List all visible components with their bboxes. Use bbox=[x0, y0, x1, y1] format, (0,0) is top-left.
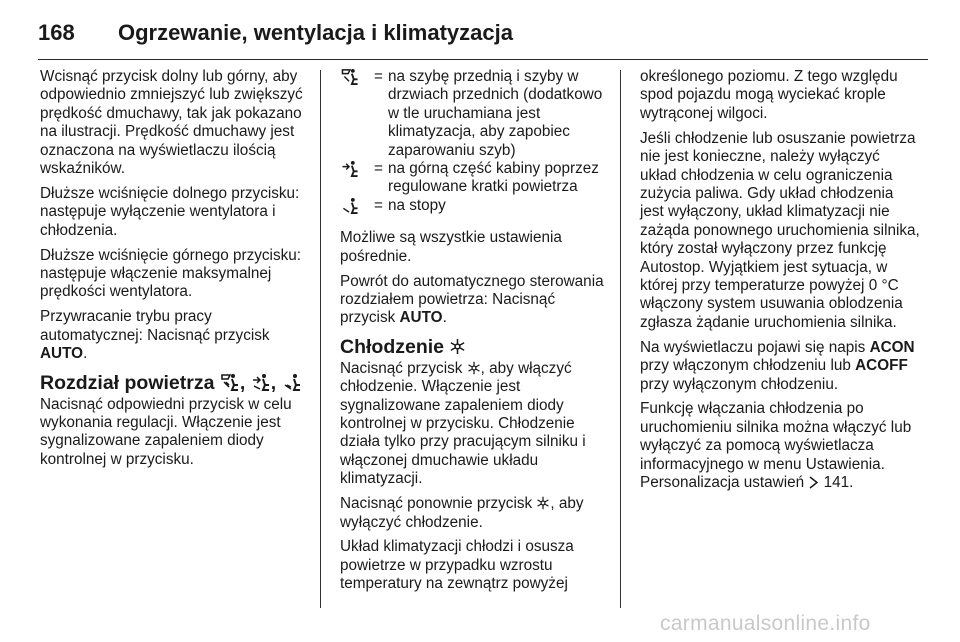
text: Nacisnąć ponownie przycisk bbox=[340, 495, 533, 513]
column-divider bbox=[320, 70, 321, 608]
list-item bbox=[340, 160, 610, 197]
definition-text: na szybę przednią i szyby w drzwiach przednich (dodatkowo w tle uruchamiana jest klimatyzacja, aby zapobiec zaparowaniu szyb) bbox=[388, 68, 603, 159]
paragraph: Nacisnąć odpowiedni przycisk w celu wykonania regulacji. Włączenie jest sygnalizowane zapaleniem diody kontrolnej w przycisku. bbox=[40, 395, 292, 468]
text: . bbox=[83, 345, 88, 363]
paragraph: Dłuższe wciśnięcie górnego przycisku: następuje włączenie maksymalnej prędkości wentylatora. bbox=[40, 246, 302, 301]
paragraph bbox=[340, 360, 610, 489]
paragraph: Możliwe są wszystkie ustawienia pośrednie. bbox=[340, 229, 562, 265]
equals-sign: = bbox=[374, 68, 383, 85]
text: Przywracanie trybu pracy automatycznej: Nacisnąć przycisk bbox=[40, 308, 270, 344]
page-reference-link[interactable]: 141. bbox=[823, 474, 854, 492]
snowflake-icon bbox=[449, 338, 466, 355]
page-header bbox=[38, 14, 928, 54]
arrow-ref-icon[interactable] bbox=[808, 476, 819, 489]
list-item bbox=[340, 197, 610, 217]
separator: , bbox=[270, 371, 277, 394]
text: , aby włączyć chłodzenie. Włączenie jest sygnalizowane zapaleniem diody kontrolnej w przycisku. Chłodzenie działa tylko przy pracującym silniku i włączonej dmuchawie układu klimatyzacji. bbox=[340, 359, 586, 488]
acoff-label: ACOFF bbox=[855, 357, 908, 375]
acon-label: ACON bbox=[869, 338, 915, 356]
equals-sign: = bbox=[374, 160, 383, 178]
text: przy wyłączonym chłodzeniu. bbox=[640, 375, 839, 393]
section-heading-cooling bbox=[340, 336, 610, 358]
separator: , bbox=[239, 371, 246, 394]
column-2 bbox=[340, 68, 610, 600]
watermark: carmanualsonline.info bbox=[660, 612, 871, 635]
snowflake-icon bbox=[467, 361, 481, 375]
upper-body-feet-icon bbox=[340, 160, 360, 177]
header-rule bbox=[38, 59, 928, 60]
column-divider bbox=[620, 70, 621, 608]
paragraph: Jeśli chłodzenie lub osuszanie powietrza nie jest konieczne, należy wyłączyć układ chłodzenia w celu ograniczenia zużycia paliwa. Gdy układ chłodzenia jest wyłączony, układ klimatyzacji nie zażąda ponownego uruchomienia silnika, który został wyłączony przez funkcję Autostop. Wyjątkiem jest sytuacja, w której przy temperaturze powyżej 0 °C włączony system usuwania oblodzenia zgłasza żądanie uruchomienia silnika. bbox=[640, 129, 920, 331]
auto-label: AUTO bbox=[399, 309, 443, 327]
text: . bbox=[442, 309, 447, 327]
text: Na wyświetlaczu pojawi się napis bbox=[640, 338, 866, 356]
upper-body-feet-icon bbox=[251, 373, 271, 391]
auto-label: AUTO bbox=[40, 345, 84, 363]
column-1 bbox=[40, 68, 308, 476]
section-heading-air-distribution bbox=[40, 372, 308, 394]
paragraph bbox=[40, 308, 308, 363]
paragraph bbox=[640, 339, 920, 394]
paragraph: Wcisnąć przycisk dolny lub górny, aby odpowiednio zmniejszyć lub zwiększyć prędkość dmuchawy, tak jak pokazano na ilustracji. Prędkość dmuchawy jest oznaczona na wyświetlaczu ilością wskaźników. bbox=[40, 68, 303, 178]
heading-text: Chłodzenie bbox=[340, 335, 445, 358]
snowflake-icon bbox=[536, 496, 550, 510]
feet-icon bbox=[282, 373, 302, 391]
feet-icon bbox=[340, 197, 360, 214]
paragraph: określonego poziomu. Z tego względu spod pojazdu mogą wyciekać krople wytrąconej wilgoci. bbox=[640, 68, 898, 122]
definition-text: na górną część kabiny poprzez regulowane kratki powietrza bbox=[388, 160, 599, 196]
windshield-feet-icon bbox=[340, 68, 360, 85]
text: Funkcję włączania chłodzenia po uruchomieniu silnika można włączyć lub wyłączyć za pomocą wyświetlacza informacyjnego w menu Ustawienia. Personalizacja ustawień bbox=[640, 400, 912, 492]
page-title: Ogrzewanie, wentylacja i klimatyzacja bbox=[118, 20, 513, 45]
text: Nacisnąć przycisk bbox=[340, 359, 463, 377]
heading-text: Rozdział powietrza bbox=[40, 371, 215, 394]
page-number: 168 bbox=[38, 20, 75, 45]
equals-sign: = bbox=[374, 196, 383, 214]
paragraph: Układ klimatyzacji chłodzi i osusza powietrze w przypadku wzrostu temperatury na zewnątrz powyżej bbox=[340, 538, 574, 593]
text: przy włączonym chłodzeniu lub bbox=[640, 357, 851, 375]
column-3 bbox=[640, 68, 920, 499]
text: Powrót do automatycznego sterowania rozdziałem powietrza: Nacisnąć przycisk bbox=[340, 272, 604, 327]
text: , aby wyłączyć chłodzenie. bbox=[340, 495, 584, 531]
paragraph bbox=[340, 495, 610, 532]
paragraph bbox=[340, 273, 610, 328]
air-distribution-list bbox=[340, 68, 610, 217]
paragraph bbox=[640, 400, 920, 492]
definition-text: na stopy bbox=[388, 196, 446, 214]
paragraph: Dłuższe wciśnięcie dolnego przycisku: następuje wyłączenie wentylatora i chłodzenia. bbox=[40, 184, 300, 239]
windshield-feet-icon bbox=[220, 373, 240, 391]
list-item bbox=[340, 68, 610, 160]
